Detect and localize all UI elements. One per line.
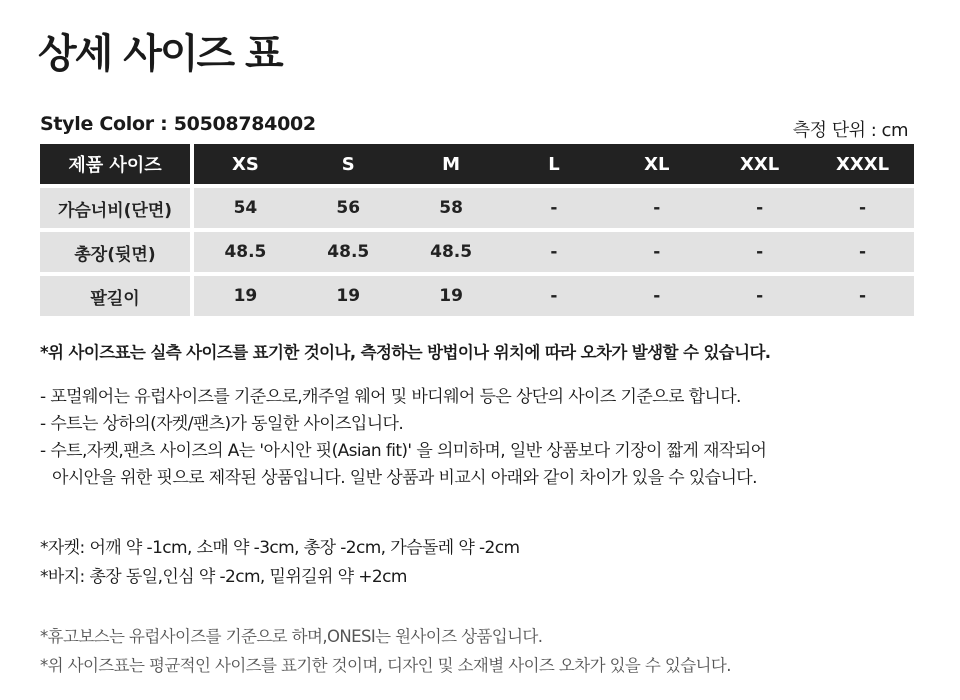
table-cell: 19 xyxy=(400,276,503,316)
table-cell: - xyxy=(708,188,811,228)
size-header-l: L xyxy=(503,144,606,184)
table-cell: - xyxy=(503,276,606,316)
table-cell: - xyxy=(811,188,914,228)
table-cell: - xyxy=(503,188,606,228)
table-cell: - xyxy=(708,232,811,272)
table-cell: - xyxy=(503,232,606,272)
measurement-unit-label: 측정 단위 : cm xyxy=(792,120,908,141)
pants-difference: *바지: 총장 동일,인심 약 -2cm, 밑위길위 약 +2cm xyxy=(40,567,407,587)
table-cell: 54 xyxy=(194,188,297,228)
table-cell: 19 xyxy=(194,276,297,316)
footer-notes xyxy=(40,622,731,680)
size-table xyxy=(40,140,914,320)
size-header-xxl: XXL xyxy=(708,144,811,184)
table-cell: - xyxy=(811,276,914,316)
list-item: - 포멀웨어는 유럽사이즈를 기준으로,캐주얼 웨어 및 바디웨어 등은 상단의 사이즈 기준으로 합니다. xyxy=(40,387,741,407)
table-cell: 48.5 xyxy=(400,232,503,272)
table-cell: - xyxy=(708,276,811,316)
jacket-difference: *자켓: 어깨 약 -1cm, 소매 약 -3cm, 총장 -2cm, 가슴돌레 약 -2cm xyxy=(40,538,520,558)
table-cell: 56 xyxy=(297,188,400,228)
size-header-m: M xyxy=(400,144,503,184)
size-header-s: S xyxy=(297,144,400,184)
row-label-sleeve: 팔길이 xyxy=(40,276,194,316)
style-color-label: Style Color : 50508784002 xyxy=(40,113,316,135)
asian-fit-differences xyxy=(40,534,519,592)
list-item: 아시안을 위한 핏으로 제작된 상품입니다. 일반 상품과 비교시 아래와 같이 차이가 있을 수 있습니다. xyxy=(52,468,757,488)
size-header-xxxl: XXXL xyxy=(811,144,914,184)
size-header-xl: XL xyxy=(605,144,708,184)
table-row xyxy=(40,188,914,228)
list-item: *위 사이즈표는 평균적인 사이즈를 표기한 것이며, 디자인 및 소재별 사이즈 오차가 있을 수 있습니다. xyxy=(40,656,731,675)
table-cell: - xyxy=(811,232,914,272)
page-title: 상세 사이즈 표 xyxy=(38,31,282,77)
measurement-note: *위 사이즈표는 실측 사이즈를 표기한 것이나, 측정하는 방법이나 위치에 따라 오차가 발생할 수 있습니다. xyxy=(40,343,771,362)
table-row xyxy=(40,232,914,272)
size-header-xs: XS xyxy=(194,144,297,184)
size-guide-notes xyxy=(40,384,766,492)
table-cell: 19 xyxy=(297,276,400,316)
size-header-row xyxy=(40,144,914,184)
table-cell: - xyxy=(605,232,708,272)
list-item: - 수트,자켓,팬츠 사이즈의 A는 '아시안 핏(Asian fit)' 을 의미하며, 일반 상품보다 기장이 짧게 재작되어 xyxy=(40,441,767,461)
list-item: - 수트는 상하의(자켓/팬츠)가 동일한 사이즈입니다. xyxy=(40,414,404,434)
table-cell: - xyxy=(605,188,708,228)
table-cell: - xyxy=(605,276,708,316)
table-cell: 48.5 xyxy=(297,232,400,272)
row-label-chest: 가슴너비(단면) xyxy=(40,188,194,228)
list-item: *휴고보스는 유럽사이즈를 기준으로 하며,ONESI는 원사이즈 상품입니다. xyxy=(40,627,543,646)
table-cell: 58 xyxy=(400,188,503,228)
table-cell: 48.5 xyxy=(194,232,297,272)
product-size-header: 제품 사이즈 xyxy=(40,144,194,184)
table-row xyxy=(40,276,914,316)
row-label-total-length: 총장(뒷면) xyxy=(40,232,194,272)
